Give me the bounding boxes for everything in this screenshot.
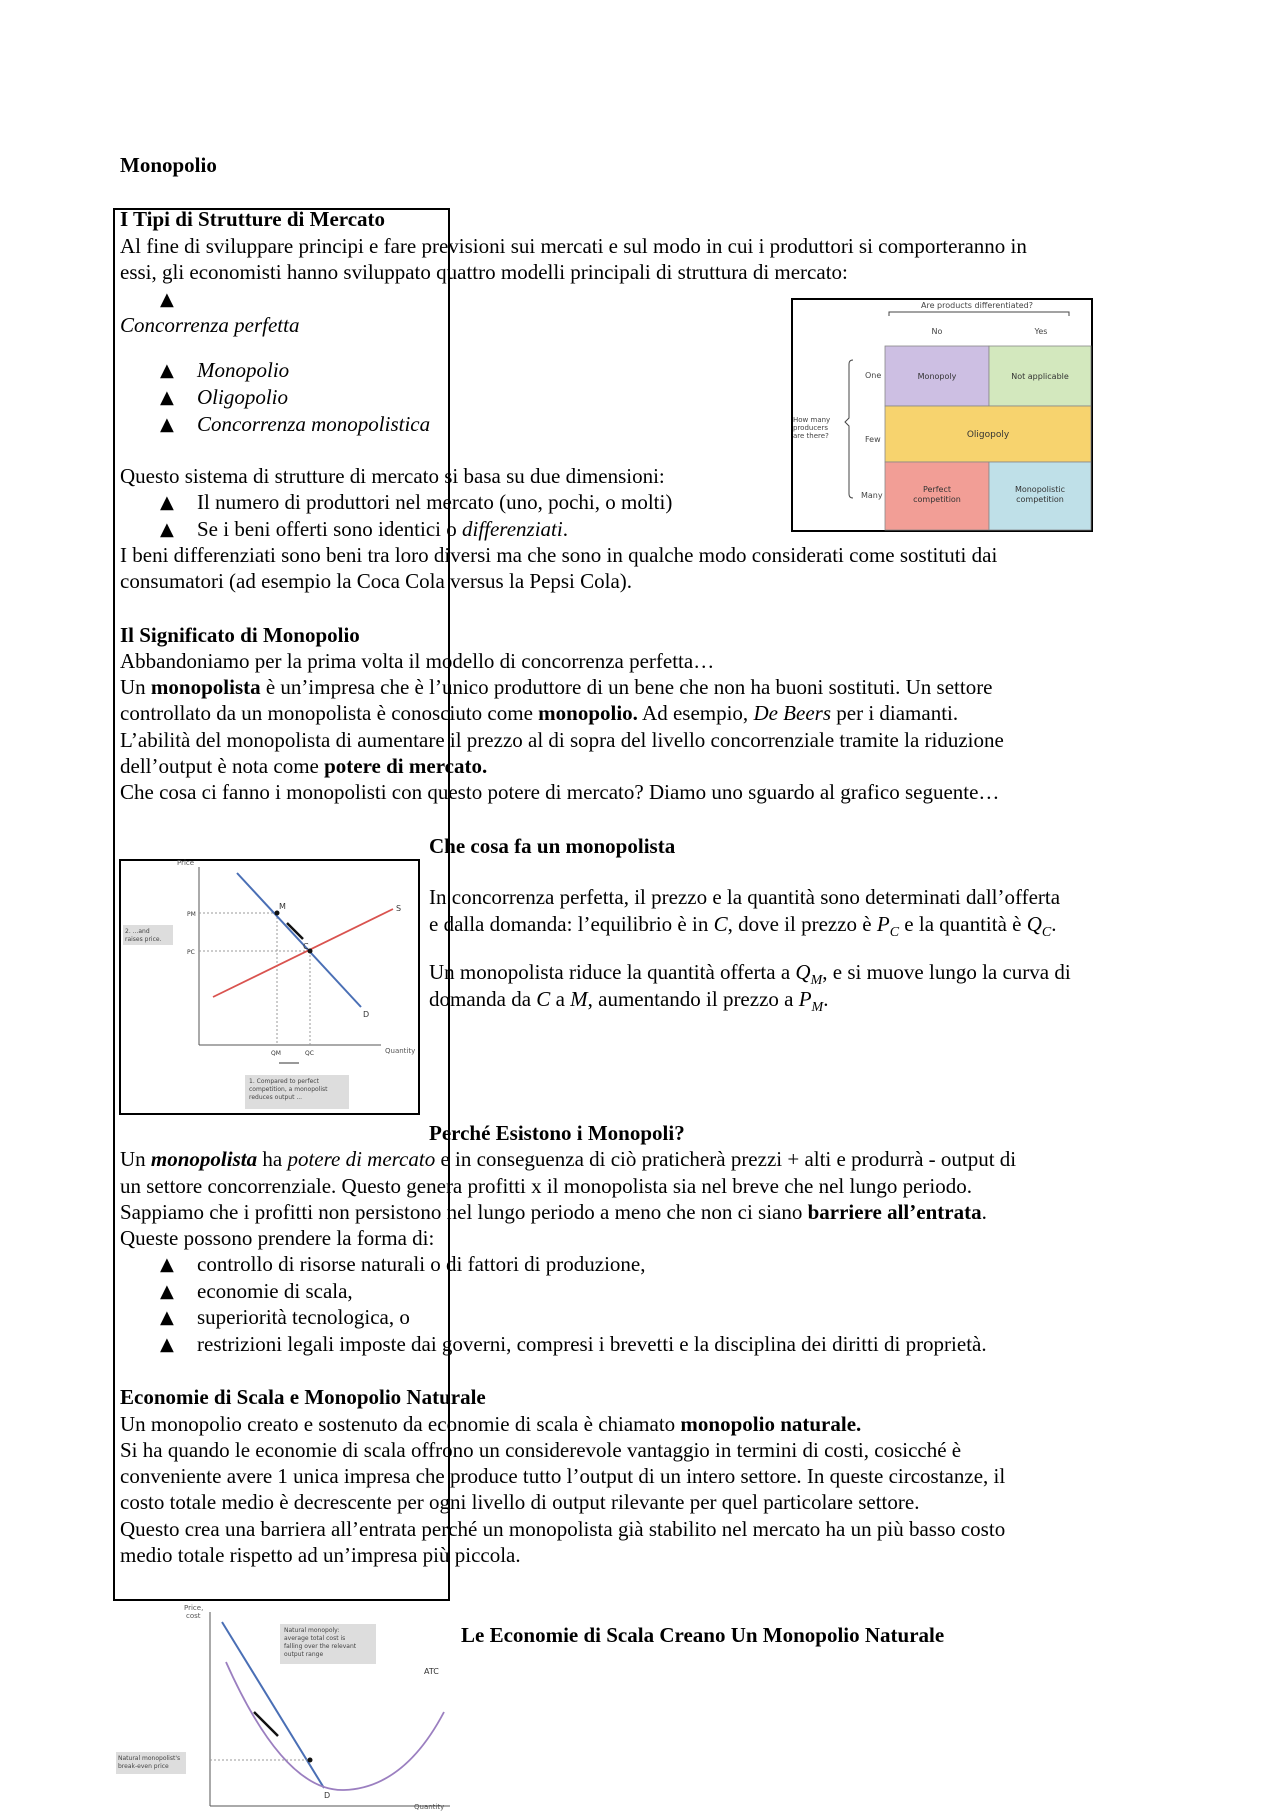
- text-span: per i diamanti.: [831, 701, 959, 725]
- list-item: Monopolio: [197, 358, 290, 382]
- text-span: Sappiamo che i profitti non persistono nel lungo periodo a meno che non ci siano: [120, 1200, 808, 1224]
- text-span: differenziati: [461, 517, 563, 541]
- paragraph-line: [429, 986, 828, 1021]
- label-d: D: [363, 1010, 370, 1019]
- list-item: Oligopolio: [197, 385, 289, 409]
- paragraph-line: Al fine di sviluppare principi e fare previsioni sui mercati e sul modo in cui i produttori si comporteranno in: [120, 234, 1027, 258]
- text-span: .: [1051, 912, 1057, 936]
- section-heading-natural-monopoly: Le Economie di Scala Creano Un Monopolio Naturale: [461, 1623, 945, 1647]
- text-span: M: [570, 987, 588, 1011]
- text-span: , dove il prezzo è: [727, 912, 877, 936]
- paragraph-line: Questo crea una barriera all’entrata perché un monopolista già stabilito nel mercato ha un più basso costo: [120, 1517, 1006, 1541]
- text-span: e la quantità è: [899, 912, 1027, 936]
- text-span: a: [550, 987, 571, 1011]
- text-span: Ad esempio,: [637, 701, 754, 725]
- list-item: Concorrenza perfetta: [120, 313, 300, 337]
- paragraph-line: Si ha quando le economie di scala offrono un considerevole vantaggio in termini di costi, cosicché è: [120, 1438, 962, 1462]
- paragraph-line: L’abilità del monopolista di aumentare il prezzo al di sopra del livello concorrenziale tramite la riduzione: [120, 728, 1004, 752]
- text-span: è un’impresa che è l’unico produttore di un bene che non ha buoni sostituti. Un settore: [260, 675, 993, 699]
- text-span: .: [823, 987, 829, 1011]
- bullet-icon: ▲: [160, 1334, 174, 1355]
- annotation-left: Natural monopolist's break-even price: [118, 1755, 181, 1770]
- text-span: M: [810, 973, 823, 989]
- text-span: ha: [257, 1147, 288, 1171]
- column-label-no: No: [931, 327, 943, 336]
- label-qm: QM: [271, 1050, 281, 1057]
- bullet-icon: ▲: [160, 1307, 174, 1328]
- text-span: P: [798, 987, 812, 1011]
- text-span: Q: [795, 960, 811, 984]
- paragraph-line: I beni differenziati sono beni tra loro diversi ma che sono in qualche modo considerati come sostituti dai: [120, 543, 998, 567]
- text-span: Q: [1026, 912, 1042, 936]
- text-span: potere di mercato.: [324, 754, 488, 778]
- text-span: .: [981, 1200, 987, 1224]
- text-span: domanda da: [429, 987, 537, 1011]
- overlay-frame: [113, 208, 450, 1601]
- label-s: S: [396, 904, 402, 913]
- section-heading-why-monopolies: Perché Esistono i Monopoli?: [429, 1121, 685, 1145]
- paragraph-line: costo totale medio è decrescente per ogni livello di output rilevante per quel particolare settore.: [120, 1490, 920, 1514]
- text-span: monopolista: [150, 1147, 258, 1171]
- text-span: Un: [120, 675, 151, 699]
- row-label: How many producers are there?: [793, 416, 831, 440]
- paragraph-line: [429, 911, 1057, 946]
- text-span: e dalla domanda: l’equilibrio è in: [429, 912, 714, 936]
- label-pm: PM: [187, 911, 196, 918]
- annotation-note: Natural monopoly: average total cost is falling over the relevant output range: [284, 1627, 357, 1658]
- text-span: e in conseguenza di ciò praticherà prezzi + alti e produrrà - output di: [435, 1147, 1017, 1171]
- paragraph-line: Che cosa ci fanno i monopolisti con questo potere di mercato? Diamo uno sguardo al grafico seguente…: [120, 780, 1000, 804]
- section-heading-what-monopolist-does: Che cosa fa un monopolista: [429, 834, 676, 858]
- text-span: controllato da un monopolista è conosciuto come: [120, 701, 539, 725]
- paragraph-line: consumatori (ad esempio la Coca Cola versus la Pepsi Cola).: [120, 569, 633, 593]
- y-axis-label: Price, cost: [184, 1604, 204, 1620]
- x-axis-label: Quantity: [414, 1803, 445, 1811]
- label-atc: ATC: [424, 1667, 439, 1676]
- cell-label: Perfect competition: [913, 485, 961, 504]
- text-span: C: [536, 987, 551, 1011]
- text-span: C: [889, 925, 900, 941]
- annotation-left: 2. ...and raises price.: [125, 928, 162, 943]
- text-span: M: [811, 1000, 824, 1016]
- paragraph-line: In concorrenza perfetta, il prezzo e la quantità sono determinati dall’offerta: [429, 885, 1061, 909]
- text-span: , aumentando il prezzo a: [587, 987, 799, 1011]
- list-item: economie di scala,: [197, 1279, 353, 1303]
- row-label-many: Many: [861, 491, 883, 500]
- text-span: barriere all’entrata: [807, 1200, 982, 1224]
- paragraph-line: essi, gli economisti hanno sviluppato quattro modelli principali di struttura di mercato:: [120, 260, 848, 284]
- section-heading-monopoly-meaning: Il Significato di Monopolio: [120, 623, 360, 647]
- text-span: Un: [120, 1147, 151, 1171]
- text-span: , e si muove lungo la curva di: [822, 960, 1071, 984]
- natural-monopoly-graph-figure: [114, 1602, 450, 1811]
- bullet-icon: ▲: [160, 1281, 174, 1302]
- label-pc: PC: [187, 949, 195, 956]
- label-c: C: [303, 942, 309, 951]
- paragraph-line: Abbandoniamo per la prima volta il modello di concorrenza perfetta…: [120, 649, 715, 673]
- text-span: Un monopolista riduce la quantità offerta a: [429, 960, 796, 984]
- paragraph-line: Queste possono prendere la forma di:: [120, 1226, 435, 1250]
- text-span: potere di mercato: [287, 1147, 436, 1171]
- list-item: restrizioni legali imposte dai governi, compresi i brevetti e la disciplina dei diritti di proprietà.: [197, 1332, 987, 1356]
- bullet-icon: ▲: [160, 360, 174, 381]
- text-span: monopolio naturale.: [680, 1412, 862, 1436]
- list-item: controllo di risorse naturali o di fattori di produzione,: [197, 1252, 646, 1276]
- label-qc: QC: [305, 1050, 314, 1057]
- label-d: D: [324, 1791, 331, 1800]
- paragraph-line: Questo sistema di strutture di mercato si basa su due dimensioni:: [120, 464, 665, 488]
- paragraph-line: conveniente avere 1 unica impresa che produce tutto l’output di un intero settore. In queste circostanze, il: [120, 1464, 1006, 1488]
- paragraph-line: medio totale rispetto ad un’impresa più piccola.: [120, 1543, 521, 1567]
- row-label-one: One: [865, 371, 882, 380]
- text-span: Un monopolio creato e sostenuto da economie di scala è chiamato: [120, 1412, 681, 1436]
- text-span: C: [713, 912, 728, 936]
- bullet-icon: ▲: [160, 519, 174, 540]
- bullet-icon: ▲: [160, 1254, 174, 1275]
- cell-label: Monopoly: [917, 372, 957, 381]
- bullet-icon: ▲: [160, 492, 174, 513]
- page-title: Monopolio: [120, 153, 217, 177]
- list-item: Concorrenza monopolistica: [197, 412, 431, 436]
- text-span: monopolio.: [538, 701, 638, 725]
- row-label-few: Few: [865, 435, 881, 444]
- text-span: Se i beni offerti sono identici o: [197, 517, 462, 541]
- y-axis-label: Price: [177, 859, 195, 867]
- bullet-icon: ▲: [160, 414, 174, 435]
- section-heading-market-types: I Tipi di Strutture di Mercato: [120, 207, 386, 231]
- list-item: superiorità tecnologica, o: [197, 1305, 410, 1329]
- text-span: C: [1041, 925, 1052, 941]
- label-m: M: [279, 902, 286, 911]
- text-span: P: [876, 912, 890, 936]
- break-even-point: [308, 1758, 313, 1763]
- cell-label: Oligopoly: [966, 430, 1010, 440]
- paragraph-line: un settore concorrenziale. Questo genera profitti x il monopolista sia nel breve che nel lungo periodo.: [120, 1174, 972, 1198]
- market-structure-figure: [791, 298, 1093, 532]
- column-label-yes: Yes: [1034, 327, 1048, 336]
- cell-label: Not applicable: [1011, 372, 1069, 381]
- bullet-icon: ▲: [160, 387, 174, 408]
- section-heading-economies-of-scale: Economie di Scala e Monopolio Naturale: [120, 1385, 486, 1409]
- bullet-icon: ▲: [160, 289, 174, 310]
- x-axis-label: Quantity: [385, 1047, 416, 1055]
- text-span: dell’output è nota come: [120, 754, 325, 778]
- text-span: .: [562, 517, 568, 541]
- list-item: Il numero di produttori nel mercato (uno, pochi, o molti): [197, 490, 673, 514]
- cell-label: Monopolistic competition: [1014, 485, 1066, 504]
- figure-title: Are products differentiated?: [920, 301, 1034, 310]
- text-span: De Beers: [753, 701, 831, 725]
- annotation-bottom: 1. Compared to perfect competition, a monopolist reduces output ...: [249, 1078, 328, 1101]
- text-span: monopolista: [150, 675, 261, 699]
